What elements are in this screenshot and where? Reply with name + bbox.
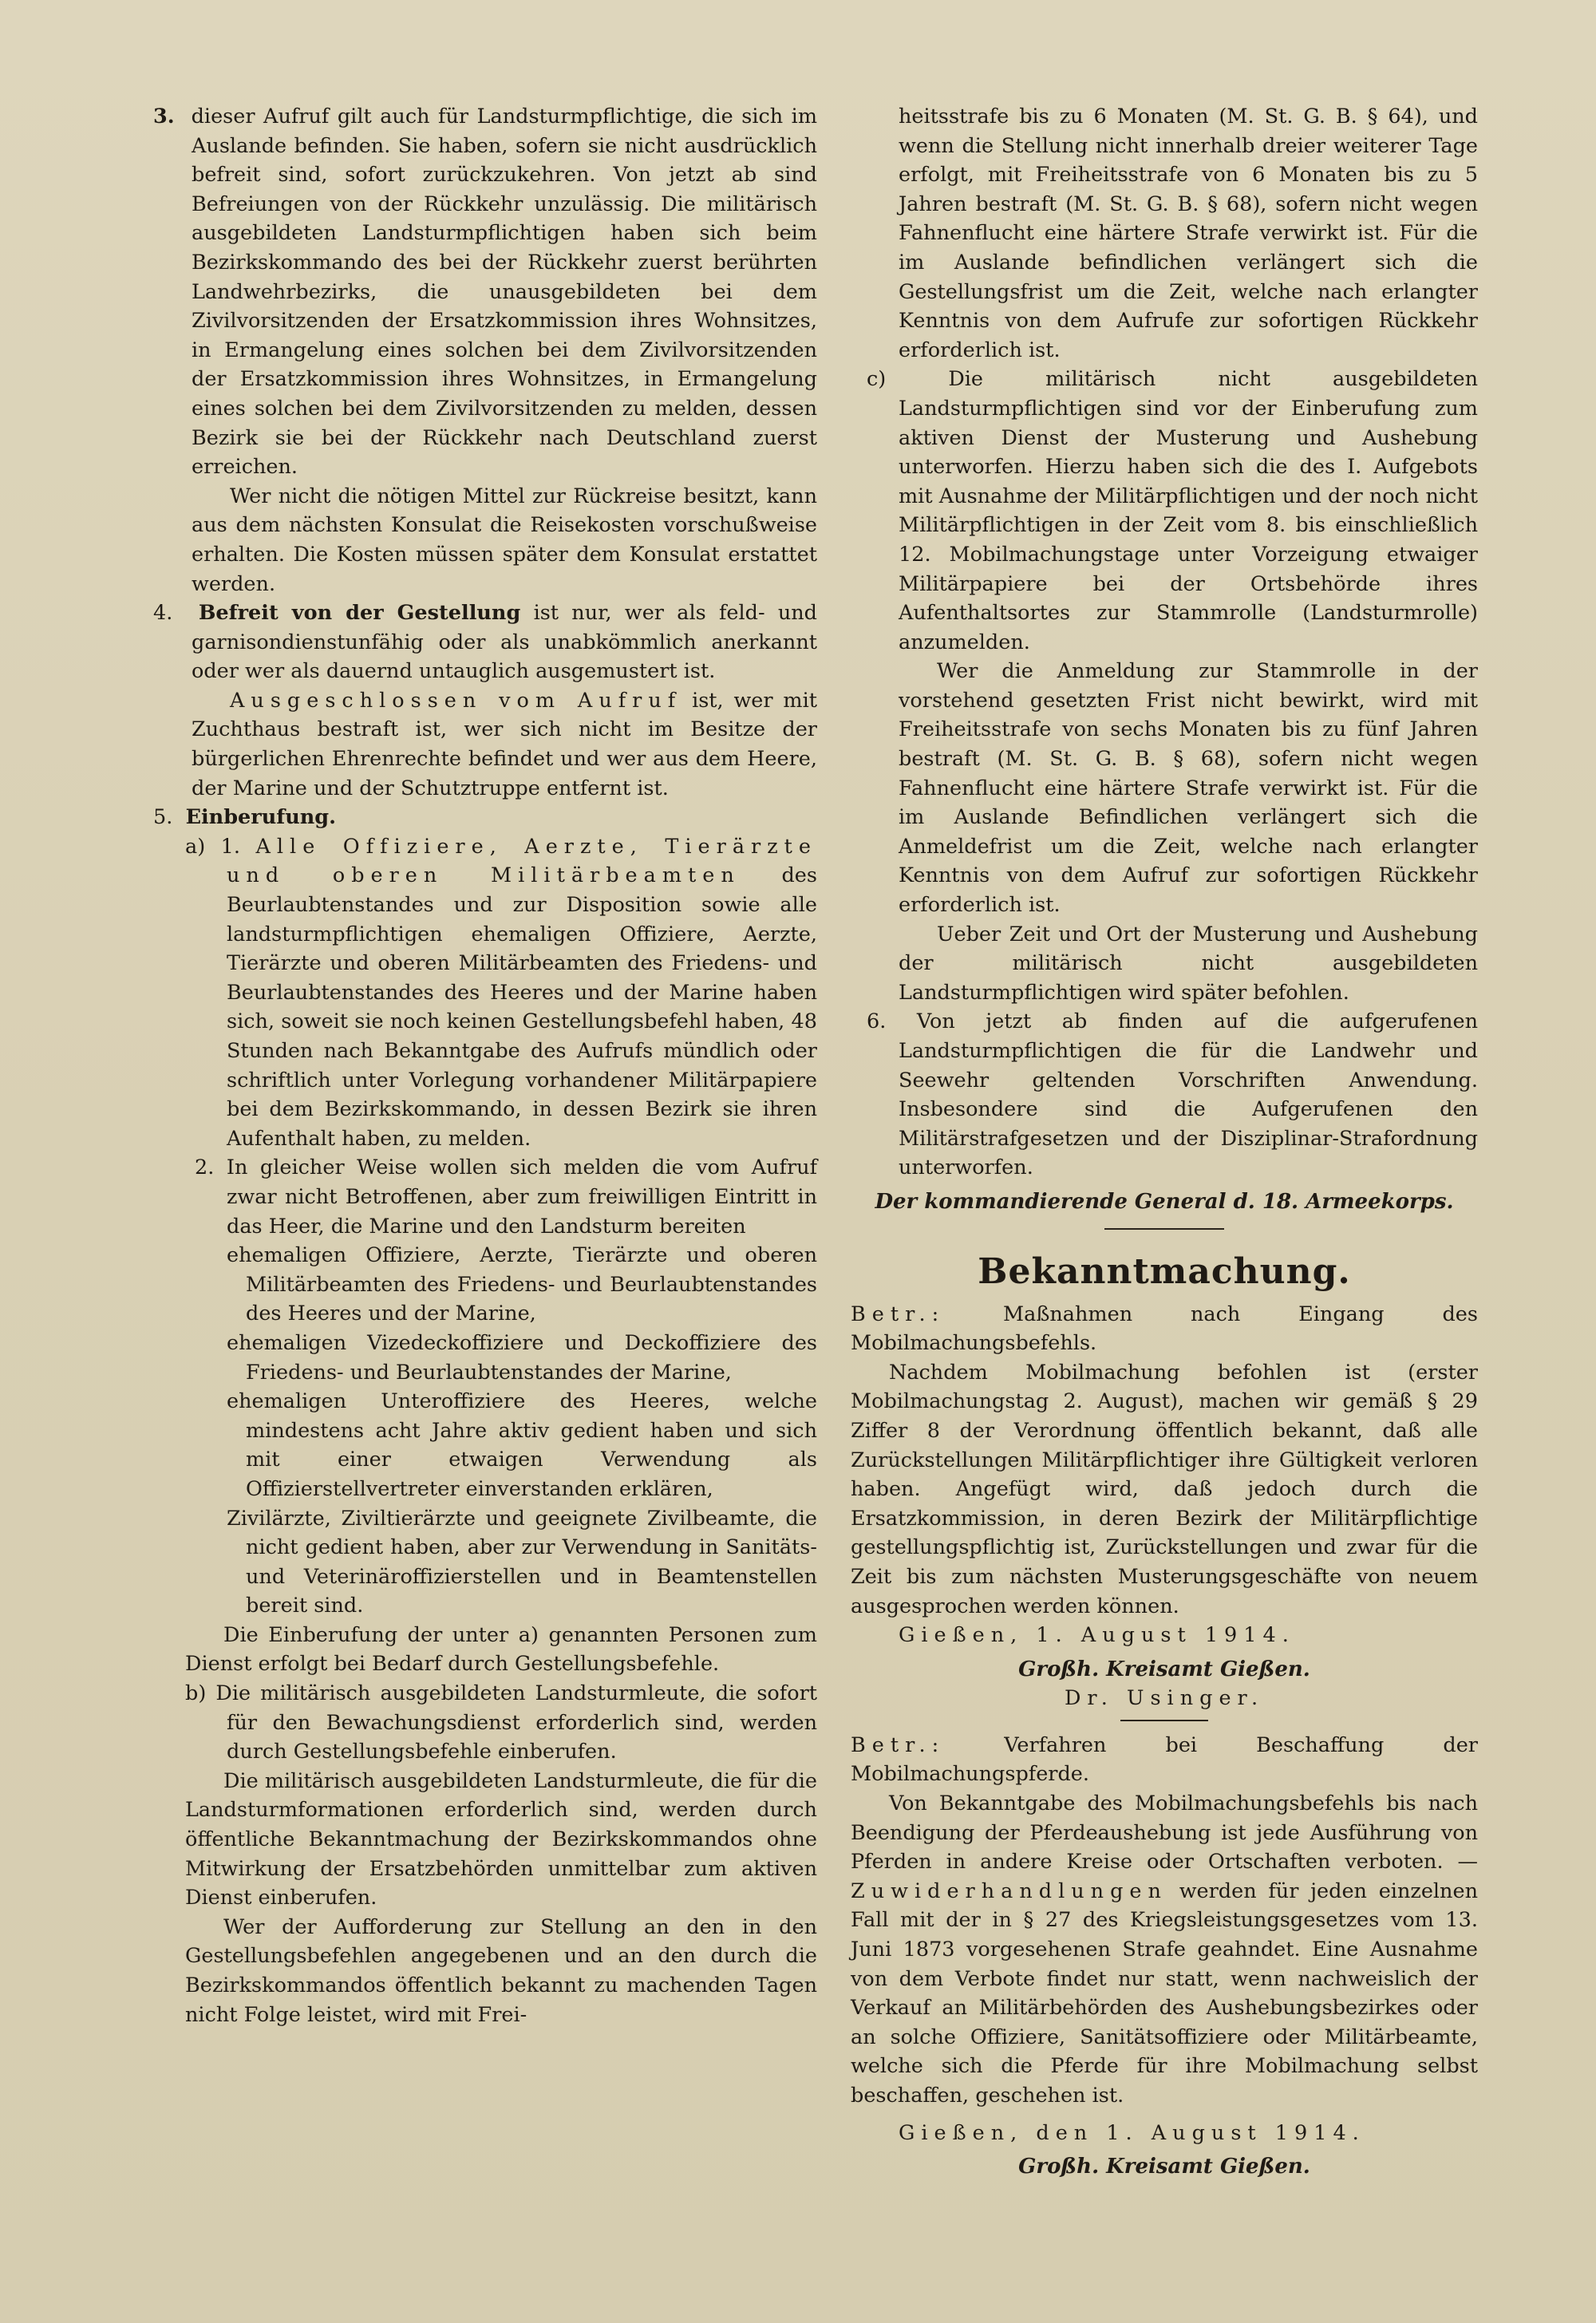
item-label: 2. <box>195 1156 215 1180</box>
divider <box>1104 1228 1224 1230</box>
item-number: 3. <box>153 105 175 128</box>
heading-einberufung: Einberufung. <box>185 805 337 830</box>
notice-1-date: Gießen, 1. August 1914. <box>899 1623 1295 1648</box>
paragraph-text: Die militärisch nicht ausgebildeten Landsturmpflichtigen sind vor der Einberufung zum aktiven Dienst der Musterung und Aushebung unterworfen. Hierzu haben sich die des I. Aufgebots mit Ausnahme der Militärpflichtigen und der noch nicht Militärpflichtigen in der Zeit vom 8. bis einschließlich 12. Mobilmachungstage unter Vorzeigung etwaiger Militärpapiere bei der Ortsbehörde ihres Aufenthaltsortes zur Stammrolle (Landsturmrolle) anzumelden. <box>899 367 1478 654</box>
paragraph-4 <box>153 599 817 686</box>
paragraph-3 <box>153 102 817 482</box>
notice-2-body <box>851 1789 1478 2111</box>
paragraph-5 <box>153 803 817 832</box>
paragraph-text: dieser Aufruf gilt auch für Landsturmpflichtige, die sich im Auslande befinden. Sie haben, sofern sie nicht ausdrücklich befreit sind, sofort zurückzukehren. Von jetzt ab sind Befreiungen von der Rückkehr unzulässig. Die militärisch ausgebildeten Landsturmpflichtigen haben sich beim Bezirkskommando des bei der Rückkehr zuerst berührten Landwehrbezirks, die unausgebildeten bei dem Zivilvorsitzenden der Ersatzkommission ihres Wohnsitzes, in Ermangelung eines solchen bei dem Zivilvorsitzenden der Ersatzkommission ihres Wohnsitzes, in Ermangelung eines solchen bei dem Zivilvorsitzenden zu melden, dessen Bezirk sie bei der Rückkehr nach Deutschland zuerst erreichen. <box>191 105 817 480</box>
spaced-text: Ausgeschlossen vom Aufruf <box>230 688 682 713</box>
spaced-text: Zuwiderhandlungen <box>851 1879 1167 1903</box>
divider <box>1120 1720 1208 1721</box>
list-line-3: ehemaligen Unteroffiziere des Heeres, welche mindestens acht Jahre aktiv gedient haben und sich mit einer etwaigen Verwendung als Offizierstellvertreter einverstanden erklären, <box>227 1389 817 1501</box>
betr-text: Verfahren bei Beschaffung der Mobilmachungspferde. <box>851 1732 1478 1787</box>
item-number: 4. <box>153 601 173 626</box>
betr-line-2 <box>851 1731 1478 1789</box>
betr-text: Maßnahmen nach Eingang des Mobilmachungsbefehls. <box>851 1302 1478 1356</box>
paragraph-5a-summary: Die Einberufung der unter a) genannten Personen zum Dienst erfolgt bei Bedarf durch Gestellungsbefehle. <box>185 1622 817 1677</box>
paragraph-text: ist nur, wer als feld- und garnisondienstunfähig oder als unabkömmlich anerkannt oder wer als dauernd untauglich ausgemustert ist. <box>192 601 817 684</box>
betr-line-1 <box>851 1300 1478 1358</box>
left-column <box>153 102 817 2029</box>
paragraph-5a1 <box>153 832 817 1154</box>
heading-bekanntmachung: Bekanntmachung. <box>978 1250 1351 1292</box>
paragraph-4-exclusion <box>192 686 817 803</box>
paragraph-text: ist, wer mit Zuchthaus bestraft ist, wer sich nicht im Besitze der bürgerlichen Ehrenrechte befindet und wer aus dem Heere, der Marine und der Schutztruppe entfernt ist. <box>192 688 817 800</box>
paragraph-6 <box>851 1007 1478 1183</box>
paragraph-text: Von jetzt ab finden auf die aufgerufenen Landsturmpflichtigen die für die Landwehr und Seewehr geltenden Vorschriften Anwendung. Insbesondere sind die Aufgerufenen den Militärstrafgesetzen und der Disziplinar-Strafordnung unterworfen. <box>899 1009 1478 1180</box>
item-label: c) <box>867 367 887 392</box>
notice-2-signature: Großh. Kreisamt Gießen. <box>1018 2155 1310 2179</box>
item-label: a) 1. <box>185 834 240 859</box>
paragraph-text: des Beurlaubtenstandes und zur Disposition sowie alle landsturmpflichtigen ehemaligen Offiziere, Aerzte, Tierärzte und oberen Militärbeamten des Friedens- und Beurlaubtenstandes des Heeres und der Marine haben sich, soweit sie noch keinen Gestellungsbefehl haben, 48 Stunden nach Bekanntgabe des Aufrufs mündlich oder schriftlich unter Vorlegung vorhandener Militärpapiere bei dem Bezirkskommando, in dessen Bezirk sie ihren Aufenthalt haben, zu melden. <box>227 863 817 1151</box>
paragraph-text: In gleicher Weise wollen sich melden die vom Aufruf zwar nicht Betroffenen, aber zum freiwilligen Eintritt in das Heer, die Marine und den Landsturm bereiten <box>226 1156 818 1239</box>
paragraph-5b-2: Die militärisch ausgebildeten Landsturmleute, die für die Landsturmformationen erforderlich sind, werden durch öffentliche Bekanntmachung der Bezirkskommandos ohne Mitwirkung der Ersatzbehörden unmittelbar zum aktiven Dienst einberufen. <box>185 1768 817 1910</box>
item-label: b) <box>185 1681 207 1706</box>
item-number: 6. <box>867 1009 887 1034</box>
paragraph-5a2 <box>153 1153 817 1241</box>
heading-befreit: Befreit von der Gestellung <box>198 601 521 626</box>
list-line-4: Zivilärzte, Ziviltierärzte und geeignete Zivilbeamte, die nicht gedient haben, aber zur Verwendung in Sanitäts- und Veterinäroffizierstellen und in Beamtenstellen bereit sind. <box>227 1506 817 1618</box>
paragraph-5c-2: Wer die Anmeldung zur Stammrolle in der vorstehend gesetzten Frist nicht bewirkt, wird mit Freiheitsstrafe von sechs Monaten bis zu fünf Jahren bestraft (M. St. G. B. § 68), sofern nicht wegen Fahnenflucht eine härtere Strafe verwirkt ist. Für die im Auslande Befindlichen verlängert sich die Anmeldefrist um die Zeit, welche nach erlangter Kenntnis von dem Aufruf zur sofortigen Rückkehr erforderlich ist. <box>899 659 1478 918</box>
paragraph-5c <box>851 365 1478 657</box>
betr-label: Betr.: <box>851 1732 946 1757</box>
paragraph-text: werden für jeden einzelnen Fall mit der in § 27 des Kriegsleistungsgesetzes vom 13. Juni 1873 vorgesehenen Strafe geahndet. Eine Ausnahme von dem Verbote findet nur statt, wenn nachweislich der Verkauf an Militärbehörden des Aushebungsbezirkes oder an solche Offiziere, Sanitätsoffiziere oder Militärbeamte, welche sich die Pferde für ihre Mobilmachung selbst beschaffen, geschehen ist. <box>851 1879 1478 2108</box>
paragraph-text: Die militärisch ausgebildeten Landsturmleute, die sofort für den Bewachungsdienst erforderlich sind, werden durch Gestellungsbefehle einberufen. <box>215 1681 818 1764</box>
notice-2-date: Gießen, den 1. August 1914. <box>899 2120 1365 2145</box>
paragraph-3-return-costs: Wer nicht die nötigen Mittel zur Rückreise besitzt, kann aus dem nächsten Konsulat die Reisekosten vorschußweise erhalten. Die Kosten müssen später dem Konsulat erstattet werden. <box>192 484 817 596</box>
notice-1-name: Dr. Usinger. <box>1064 1686 1265 1711</box>
list-line-1: ehemaligen Offiziere, Aerzte, Tierärzte und oberen Militärbeamten des Friedens- und Beurlaubtenstandes des Heeres und der Marine, <box>227 1243 817 1326</box>
item-number: 5. <box>153 805 173 830</box>
continuation-text: heitsstrafe bis zu 6 Monaten (M. St. G. B. § 64), und wenn die Stellung nicht innerhalb dreier weiterer Tage erfolgt, mit Freiheitsstrafe von 6 Monaten bis zu 5 Jahren bestraft (M. St. G. B. § 68), sofern nicht wegen Fahnenflucht eine härtere Strafe verwirkt ist. Für die im Auslande befindlichen verlängert sich die Gestellungsfrist um die Zeit, welche nach erlangter Kenntnis von dem Aufrufe zur sofortigen Rückkehr erforderlich ist. <box>899 105 1478 362</box>
list-line-2: ehemaligen Vizedeckoffiziere und Deckoffiziere des Friedens- und Beurlaubtenstandes der Marine, <box>227 1330 817 1385</box>
betr-label: Betr.: <box>851 1302 946 1326</box>
signature-general: Der kommandierende General d. 18. Armeekorps. <box>875 1189 1454 1214</box>
paragraph-5b-3: Wer der Aufforderung zur Stellung an den in den Gestellungsbefehlen angegebenen und an den durch die Bezirkskommandos öffentlich bekannt zu machenden Tagen nicht Folge leistet, wird mit Frei- <box>185 1914 817 2027</box>
paragraph-5b <box>153 1679 817 1767</box>
notice-1-signature: Großh. Kreisamt Gießen. <box>1018 1657 1310 1681</box>
spaced-text: Alle Offiziere, Aerzte, Tierärzte und oberen Militärbeamten <box>227 834 817 888</box>
right-column <box>851 102 1478 2182</box>
notice-1-body: Nachdem Mobilmachung befohlen ist (erster Mobilmachungstag 2. August), machen wir gemäß § 29 Ziffer 8 der Verordnung öffentlich bekannt, daß alle Zurückstellungen Militärpflichtiger ihre Gültigkeit verloren haben. Angefügt wird, daß jedoch durch die Ersatzkommission, in deren Bezirk der Militärpflichtige gestellungspflichtig ist, Zurückstellungen und zwar für die Zeit bis zum nächsten Musterungsgeschäfte von neuem ausgesprochen werden können. <box>851 1360 1478 1618</box>
paragraph-text: Von Bekanntgabe des Mobilmachungsbefehls bis nach Beendigung der Pferdeaushebung ist jede Ausführung von Pferden in andere Kreise oder Ortschaften verboten. — <box>851 1792 1478 1875</box>
paragraph-5c-3: Ueber Zeit und Ort der Musterung und Aushebung der militärisch nicht ausgebildeten Landsturmpflichtigen wird später befohlen. <box>899 922 1478 1005</box>
